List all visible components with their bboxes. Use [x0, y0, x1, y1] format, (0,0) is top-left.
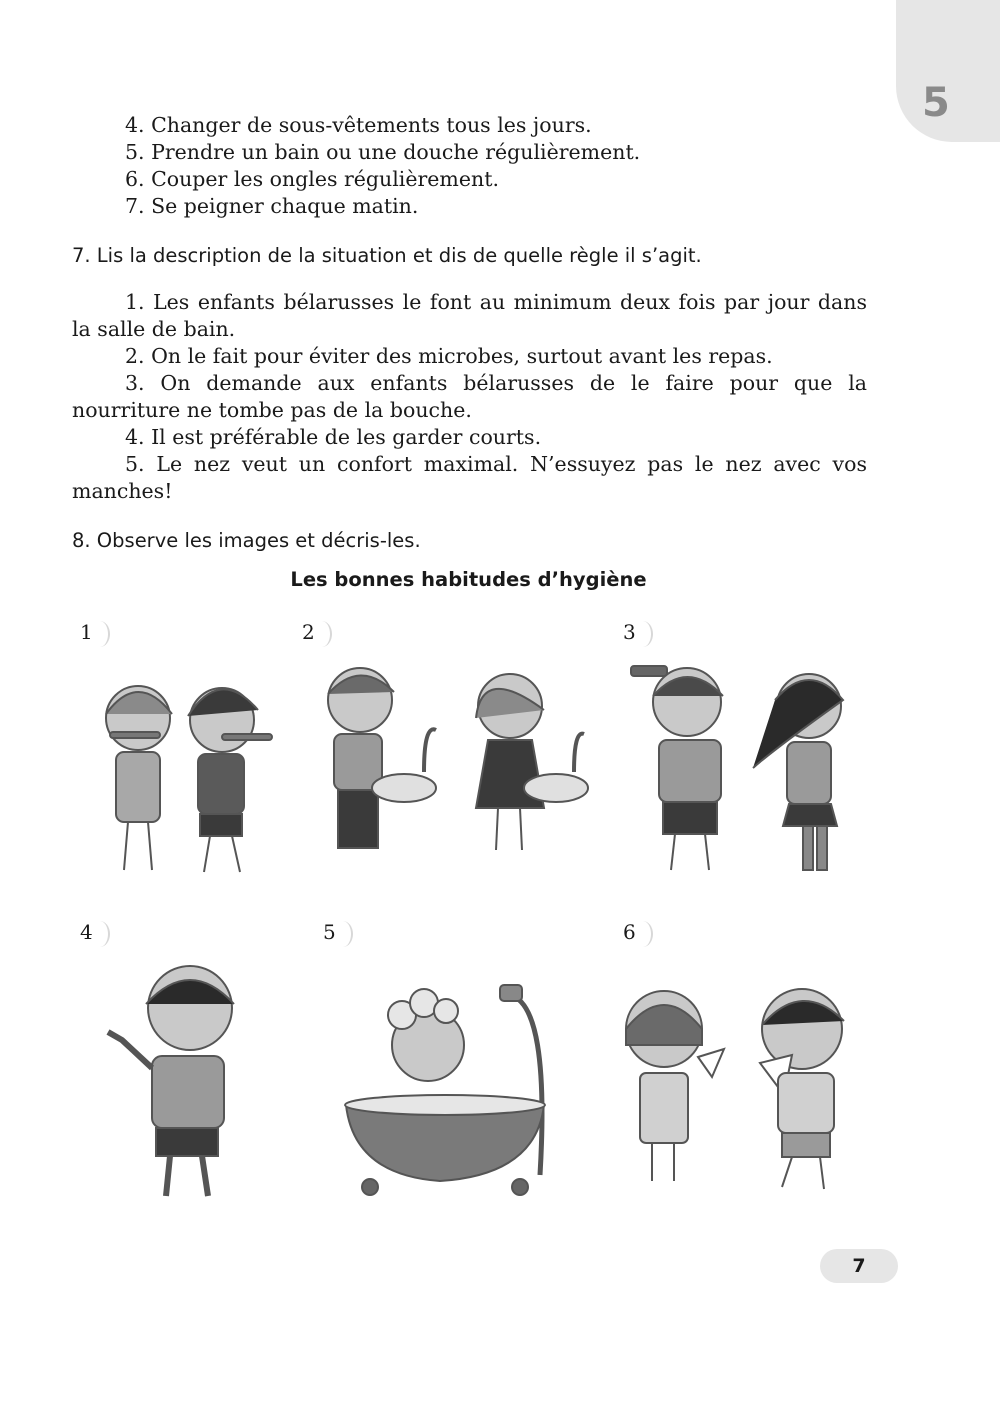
combing-hair-illustration: [623, 660, 863, 880]
list-item: 3. On demande aux enfants bélarusses de le faire pour que la nourriture ne tombe pas de la bouche.: [72, 371, 867, 422]
list-item: 6. Couper les ongles régulièrement.: [125, 167, 499, 191]
exercise-7-heading: 7. Lis la description de la situation et dis de quelle règle il s’agit.: [72, 244, 702, 267]
list-item: 4. Changer de sous-vêtements tous les jours.: [125, 113, 592, 137]
page-number: 7: [820, 1249, 898, 1283]
list-item: 7. Se peigner chaque matin.: [125, 194, 419, 218]
shower-bath-illustration: [340, 975, 560, 1205]
section-subtitle: Les bonnes habitudes d’hygiène: [290, 568, 647, 591]
cutting-nails-illustration: [100, 960, 250, 1210]
washing-hands-illustration: [312, 660, 592, 860]
hygiene-rules-list: [72, 112, 867, 220]
picture-number: 6: [623, 920, 649, 948]
list-item: 5. Prendre un bain ou une douche régulièrement.: [125, 140, 641, 164]
blowing-nose-illustration: [612, 985, 862, 1200]
list-item: 5. Le nez veut un confort maximal. N’essuyez pas le nez avec vos manches!: [72, 452, 867, 503]
picture-number: 2: [302, 620, 328, 648]
list-item: 2. On le fait pour éviter des microbes, surtout avant les repas.: [125, 344, 773, 368]
picture-number: 4: [80, 920, 106, 948]
exercise-7-list: [72, 289, 867, 505]
chapter-tab: [896, 0, 1000, 142]
brushing-teeth-illustration: [80, 670, 285, 880]
picture-number: 3: [623, 620, 649, 648]
list-item: 4. Il est préférable de les garder courts.: [125, 425, 542, 449]
picture-number: 1: [80, 620, 106, 648]
list-item: 1. Les enfants bélarusses le font au minimum deux fois par jour dans la salle de bain.: [72, 290, 867, 341]
picture-number: 5: [323, 920, 349, 948]
exercise-8-heading: 8. Observe les images et décris-les.: [72, 529, 421, 552]
chapter-number: 5: [922, 80, 950, 126]
